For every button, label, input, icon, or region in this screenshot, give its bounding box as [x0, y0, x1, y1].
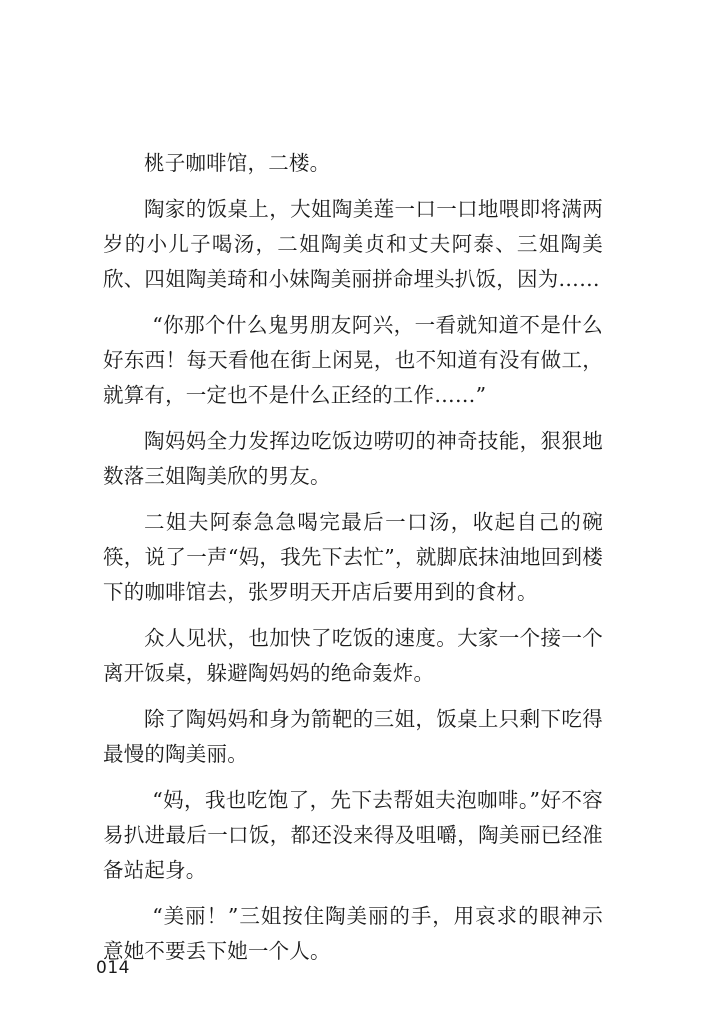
paragraph-dinner-table: 陶家的饭桌上，大姐陶美莲一口一口地喂即将满两岁的小儿子喝汤，二姐陶美贞和丈夫阿泰、三姐陶美欣、四姐陶美琦和小妹陶美丽拼命埋头扒饭，因为…… — [103, 197, 603, 291]
paragraph-mother-nagging: 陶妈妈全力发挥边吃饭边唠叨的神奇技能，狠狠地数落三姐陶美欣的男友。 — [103, 429, 603, 488]
paragraph-mother-quote: “你那个什么鬼男朋友阿兴，一看就知道不是什么好东西！每天看他在街上闲晃，也不知道有没有做工，就算有，一定也不是什么正经的工作……” — [103, 313, 603, 407]
paragraph-scene-setting: 桃子咖啡馆，二楼。 — [144, 151, 331, 175]
paragraph-only-meili-left: 除了陶妈妈和身为箭靶的三姐，饭桌上只剩下吃得最慢的陶美丽。 — [103, 707, 603, 766]
paragraph-third-sister-plea: “美丽！”三姐按住陶美丽的手，用哀求的眼神示意她不要丢下她一个人。 — [103, 904, 603, 963]
paragraph-meili-quote: “妈，我也吃饱了，先下去帮姐夫泡咖啡。”好不容易扒进最后一口饭，都还没来得及咀嚼，陶美丽已经准备站起身。 — [103, 788, 603, 882]
body-text — [103, 146, 603, 980]
paragraph-brother-in-law-leaves: 二姐夫阿泰急急喝完最后一口汤，收起自己的碗筷，说了一声“妈，我先下去忙”，就脚底抹油地回到楼下的咖啡馆去，张罗明天开店后要用到的食材。 — [103, 510, 603, 604]
page-number: 014 — [96, 958, 130, 978]
paragraph-everyone-leaves: 众人见状，也加快了吃饭的速度。大家一个接一个离开饭桌，躲避陶妈妈的绝命轰炸。 — [103, 626, 603, 685]
